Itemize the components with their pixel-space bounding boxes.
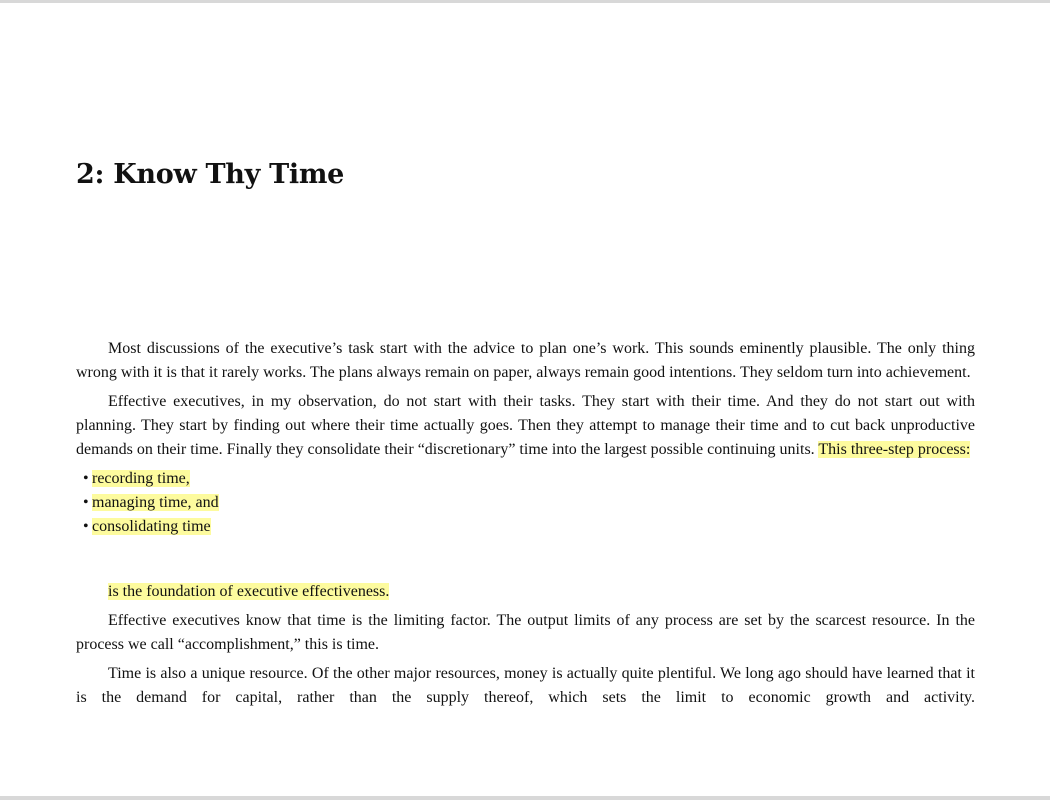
paragraph-2-text[interactable]: Effective executives, in my observation, do not start with their tasks. They start with their time. And they do not start out with planning. They start by finding out where their time actually goes. Then they attempt to manage their time and to cut back unproductive demands on their time. Finally they consolidate their “discretionary” time into the largest possible continuing units. bbox=[76, 393, 975, 458]
window-top-border bbox=[0, 0, 1050, 3]
list-item[interactable] bbox=[76, 491, 975, 515]
highlight-three-step-process[interactable]: This three-step process: bbox=[818, 441, 971, 458]
highlight-foundation[interactable]: is the foundation of executive effectiveness. bbox=[108, 583, 390, 600]
paragraph-3[interactable] bbox=[76, 609, 975, 657]
highlight-consolidating-time[interactable]: consolidating time bbox=[92, 518, 211, 535]
bullet-marker: • bbox=[83, 494, 89, 511]
paragraph-4[interactable] bbox=[76, 662, 975, 710]
paragraph-2[interactable] bbox=[76, 390, 975, 462]
highlight-managing-time[interactable]: managing time, and bbox=[92, 494, 219, 511]
body-text[interactable] bbox=[76, 337, 975, 715]
list-item[interactable] bbox=[76, 515, 975, 539]
bullet-list bbox=[76, 467, 975, 539]
list-item[interactable] bbox=[76, 467, 975, 491]
bullet-marker: • bbox=[83, 518, 89, 535]
highlight-recording-time[interactable]: recording time, bbox=[92, 470, 190, 487]
paragraph-1[interactable] bbox=[76, 337, 975, 385]
window-bottom-border bbox=[0, 796, 1050, 800]
conclusion-line[interactable] bbox=[76, 580, 975, 604]
bullet-marker: • bbox=[83, 470, 89, 487]
chapter-title: 2: Know Thy Time bbox=[76, 159, 345, 190]
paragraph-4-text[interactable]: Time is also a unique resource. Of the other major resources, money is actually quite plentiful. We long ago should have learned that it is the demand for capital, rather than the supply thereof, which sets the limit to economic growth and activity. bbox=[76, 665, 975, 706]
paragraph-3-text[interactable]: Effective executives know that time is the limiting factor. The output limits of any process are set by the scarcest resource. In the process we call “accomplishment,” this is time. bbox=[76, 612, 975, 653]
paragraph-1-text[interactable]: Most discussions of the executive’s task start with the advice to plan one’s work. This sounds eminently plausible. The only thing wrong with it is that it rarely works. The plans always remain on paper, always remain good intentions. They seldom turn into achievement. bbox=[76, 340, 975, 381]
